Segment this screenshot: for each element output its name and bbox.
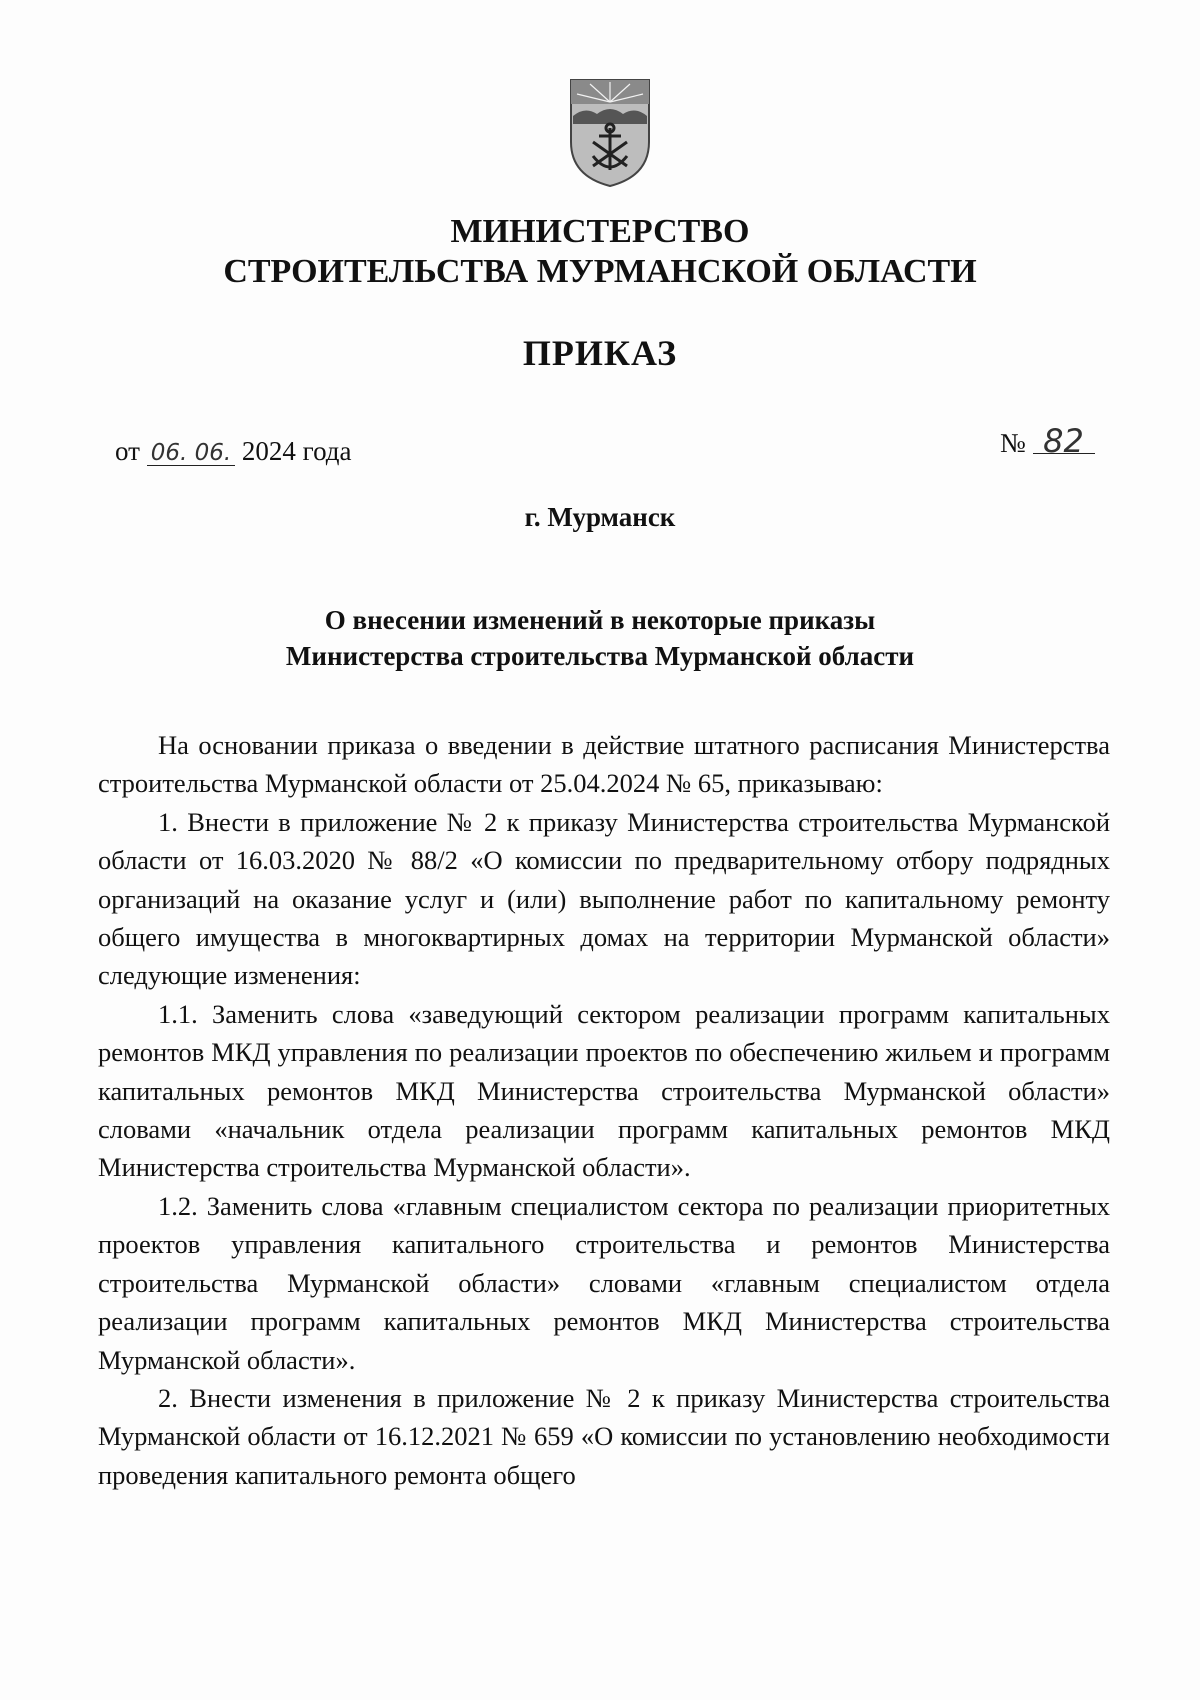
handwritten-date: 06. 06. bbox=[147, 441, 235, 466]
number-prefix: № bbox=[1000, 428, 1026, 458]
paragraph-basis: На основании приказа о введении в действие штатного расписания Министерства строительства Мурманской области от 25.04.2024 № 65, приказываю: bbox=[98, 730, 1110, 799]
coat-of-arms-icon bbox=[565, 72, 655, 190]
document-body bbox=[98, 726, 1110, 1494]
ministry-title-line2: СТРОИТЕЛЬСТВА МУРМАНСКОЙ ОБЛАСТИ bbox=[223, 253, 977, 290]
city: г. Мурманск bbox=[524, 502, 676, 532]
paragraph-item-2: 2. Внести изменения в приложение № 2 к приказу Министерства строительства Мурманской области от 16.12.2021 № 659 «О комиссии по установлению необходимости проведения капитального ремонта общего bbox=[98, 1382, 1110, 1490]
paragraph-item-1-1: 1.1. Заменить слова «заведующий сектором реализации программ капитальных ремонтов МКД управления по реализации проектов по обеспечению жильем и программ капитальных ремонтов МКД Министерства строительства Мурманской области» словами «начальник отдела реализации программ капитальных ремонтов МКД Министерства строительства Мурманской области». bbox=[98, 998, 1110, 1183]
paragraph-item-1-2: 1.2. Заменить слова «главным специалистом сектора по реализации приоритетных проектов управления капитального строительства и ремонтов Министерства строительства Мурманской области» словами «главным специалистом отдела реализации программ капитальных ремонтов МКД Министерства строительства Мурманской области». bbox=[98, 1190, 1110, 1375]
handwritten-number: 82 bbox=[1033, 429, 1095, 454]
document-type: ПРИКАЗ bbox=[522, 333, 678, 373]
subject-line2: Министерства строительства Мурманской области bbox=[285, 641, 915, 671]
date-prefix: от bbox=[115, 436, 140, 466]
order-number bbox=[1000, 422, 1095, 460]
order-date bbox=[115, 436, 352, 467]
date-suffix: 2024 года bbox=[241, 436, 352, 466]
paragraph-item-1: 1. Внести в приложение № 2 к приказу Министерства строительства Мурманской области от 16.03.2020 № 88/2 «О комиссии по предварительному отбору подрядных организаций на оказание услуг и (или) выполнение работ по капитальному ремонту общего имущества в многоквартирных домах на территории Мурманской области» следующие изменения: bbox=[98, 806, 1110, 991]
ministry-title-line1: МИНИСТЕРСТВО bbox=[450, 213, 750, 250]
subject-line1: О внесении изменений в некоторые приказы bbox=[324, 605, 876, 635]
